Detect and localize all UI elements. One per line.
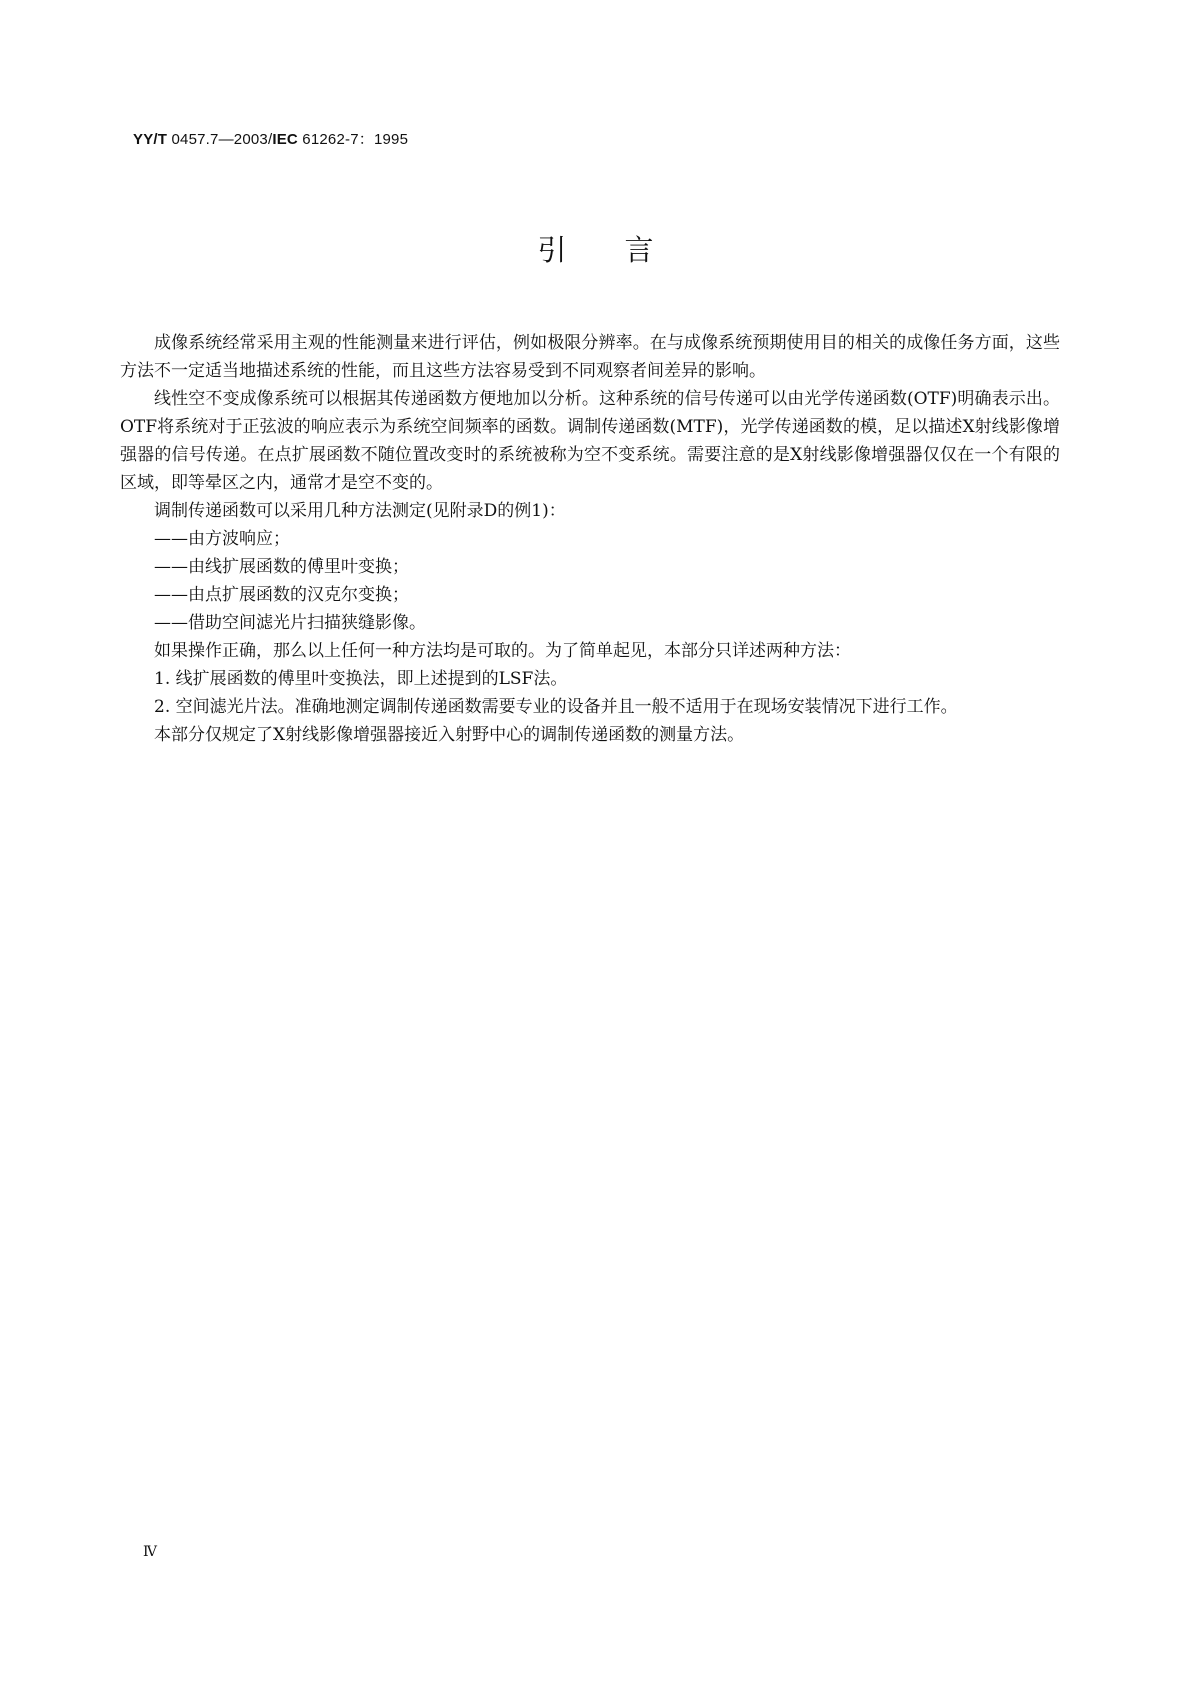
page-title: 引言	[537, 233, 712, 267]
numbered-item: 2. 空间滤光片法。准确地测定调制传递函数需要专业的设备并且一般不适用于在现场安装情况下进行工作。	[154, 697, 958, 717]
list-item: ——借助空间滤光片扫描狭缝影像。	[154, 613, 426, 633]
paragraph: 成像系统经常采用主观的性能测量来进行评估，例如极限分辨率。在与成像系统预期使用目的相关的成像任务方面，这些方法不一定适当地描述系统的性能，而且这些方法容易受到不同观察者间差异的影响。	[120, 333, 1060, 381]
header-iec-number: 61262-7：1995	[297, 131, 409, 148]
document-header	[133, 128, 408, 149]
document-body	[120, 329, 1060, 749]
page-number: Ⅳ	[143, 1545, 157, 1560]
paragraph: 本部分仅规定了X射线影像增强器接近入射野中心的调制传递函数的测量方法。	[154, 725, 745, 745]
paragraph: 如果操作正确，那么以上任何一种方法均是可取的。为了简单起见，本部分只详述两种方法：	[154, 641, 851, 661]
list-item: ——由点扩展函数的汉克尔变换；	[154, 585, 409, 605]
header-iec-prefix: IEC	[272, 131, 298, 148]
header-standard-prefix: YY/T	[133, 131, 168, 148]
paragraph: 调制传递函数可以采用几种方法测定(见附录D的例1)：	[154, 501, 566, 521]
numbered-item: 1. 线扩展函数的傅里叶变换法，即上述提到的LSF法。	[154, 669, 568, 689]
list-item: ——由线扩展函数的傅里叶变换；	[154, 557, 409, 577]
header-standard-number: 0457.7—2003/	[167, 131, 273, 148]
paragraph: 线性空不变成像系统可以根据其传递函数方便地加以分析。这种系统的信号传递可以由光学传递函数(OTF)明确表示出。OTF将系统对于正弦波的响应表示为系统空间频率的函数。调制传递函数(MTF)，光学传递函数的模，足以描述X射线影像增强器的信号传递。在点扩展函数不随位置改变时的系统被称为空不变系统。需要注意的是X射线影像增强器仅仅在一个有限的区域，即等晕区之内，通常才是空不变的。	[120, 389, 1060, 493]
list-item: ——由方波响应；	[154, 529, 290, 549]
